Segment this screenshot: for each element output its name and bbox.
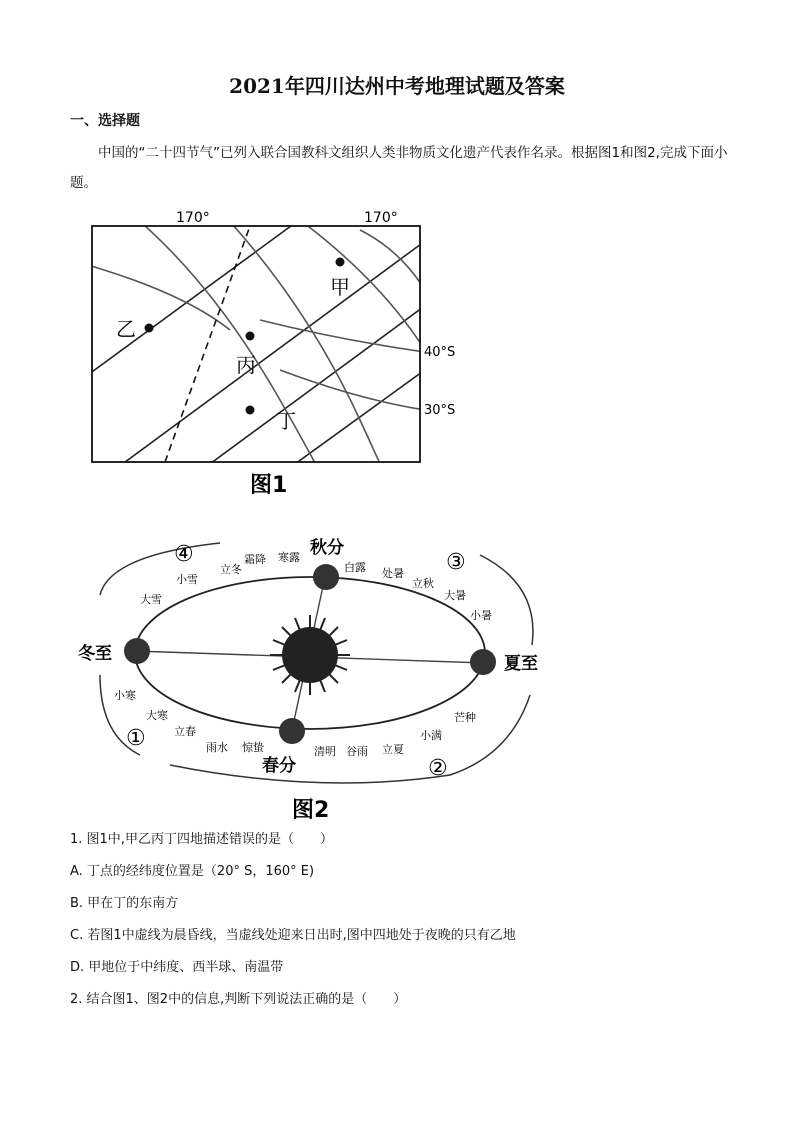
winter-solstice-label: 冬至 xyxy=(78,644,112,664)
point-jia-label: 甲 xyxy=(330,275,350,299)
latitude-30s-label: 30°S xyxy=(424,403,456,418)
term-qingming: 清明 xyxy=(314,745,336,758)
quadrant-3-marker: ③ xyxy=(446,550,466,575)
term-chushu: 处暑 xyxy=(382,567,404,580)
figure-2-orbit xyxy=(70,525,560,825)
term-xiaoxue: 小雪 xyxy=(176,573,198,586)
term-dahan: 大寒 xyxy=(146,709,168,722)
spring-equinox-label: 春分 xyxy=(262,756,296,776)
term-daxue: 大雪 xyxy=(140,593,162,606)
top-longitude-left: 170° xyxy=(176,210,210,226)
figure-1-caption: 图1 xyxy=(250,473,288,498)
term-xiaohan: 小寒 xyxy=(114,689,136,702)
section-heading: 一、选择题 xyxy=(70,113,140,129)
point-ding-label: 丁 xyxy=(276,409,296,433)
term-hanlu: 寒露 xyxy=(278,551,300,564)
question-2: 2. 结合图1、图2中的信息,判断下列说法正确的是（ ） xyxy=(70,992,407,1007)
top-longitude-right: 170° xyxy=(364,210,398,226)
term-mangzhong: 芒种 xyxy=(454,711,476,724)
quadrant-1-marker: ① xyxy=(126,726,146,751)
term-lixia: 立夏 xyxy=(382,743,404,756)
autumn-equinox-label: 秋分 xyxy=(310,538,344,558)
term-guyu: 谷雨 xyxy=(346,745,368,758)
option-1a: A. 丁点的经纬度位置是（20° S，160° E) xyxy=(70,864,315,879)
option-1c: C. 若图1中虚线为晨昏线，当虚线处迎来日出时,图中四地处于夜晚的只有乙地 xyxy=(70,928,516,943)
summer-solstice-label: 夏至 xyxy=(504,654,538,674)
point-bing-label: 丙 xyxy=(236,353,256,377)
quadrant-2-marker: ② xyxy=(428,756,448,781)
option-1d: D. 甲地位于中纬度、西半球、南温带 xyxy=(70,960,284,975)
page-title: 2021年四川达州中考地理试题及答案 xyxy=(229,74,565,98)
term-xiaoman: 小满 xyxy=(420,729,442,742)
figure-2-caption: 图2 xyxy=(292,798,330,823)
term-shuangjiang: 霜降 xyxy=(244,553,266,566)
term-dashu: 大暑 xyxy=(444,589,466,602)
quadrant-4-marker: ④ xyxy=(174,542,194,567)
term-yushui: 雨水 xyxy=(206,741,228,754)
latitude-40s-label: 40°S xyxy=(424,345,456,360)
term-lidong: 立冬 xyxy=(220,563,242,576)
option-1b: B. 甲在丁的东南方 xyxy=(70,896,179,911)
term-bailu: 白露 xyxy=(344,561,366,574)
figure-1-map xyxy=(80,200,480,500)
term-xiaoshu: 小暑 xyxy=(470,609,492,622)
term-liqiu: 立秋 xyxy=(412,577,434,590)
intro-paragraph: 中国的“二十四节气”已列入联合国教科文组织人类非物质文化遗产代表作名录。根据图1和图2,完成下面小题。 xyxy=(70,145,728,191)
term-jingzhe: 惊蛰 xyxy=(242,741,264,754)
point-yi-label: 乙 xyxy=(116,317,136,341)
term-lichun: 立春 xyxy=(174,725,196,738)
question-1: 1. 图1中,甲乙丙丁四地描述错误的是（ ） xyxy=(70,832,333,847)
